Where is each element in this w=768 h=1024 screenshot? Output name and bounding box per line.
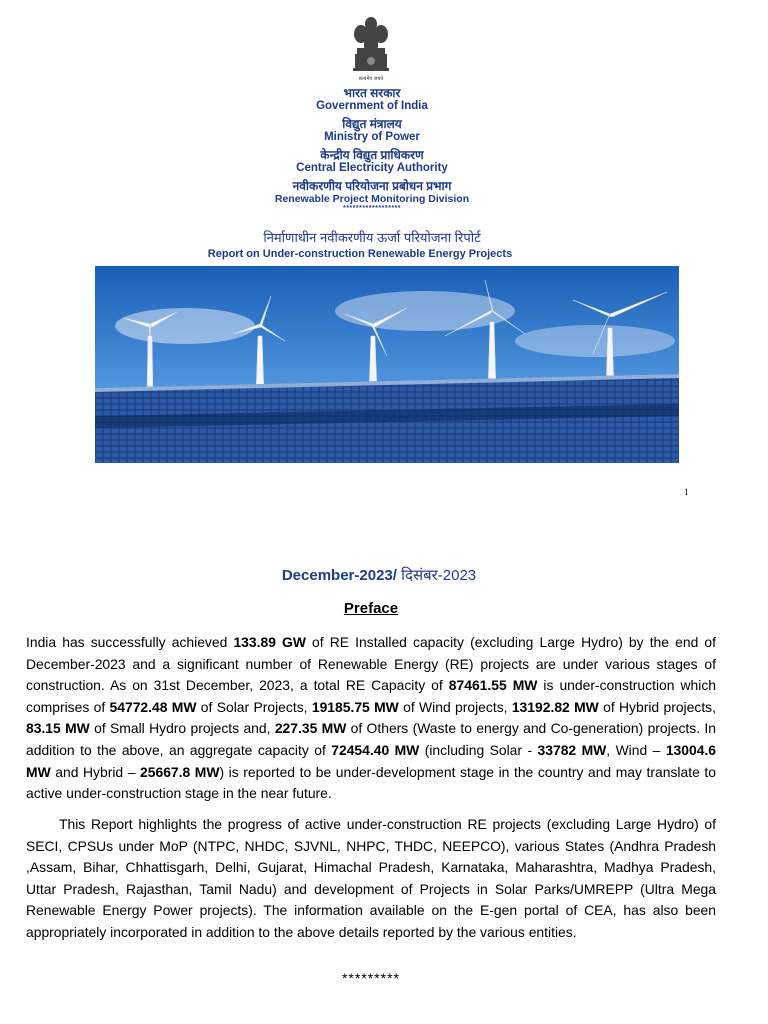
report-title-english: Report on Under-construction Renewable Energy Projects [207,248,513,260]
gov-english: Government of India [316,100,428,112]
separator-stars: ****************** [342,205,402,212]
preface-paragraph-1: India has successfully achieved 133.89 GW of RE Installed capacity (excluding Large Hydro) by the end of December-2023 and a significant number of Renewable Energy (RE) projects are under various stages of construction. As on 31st December, 2023, a total RE Capacity of 87461.55 MW is under-construction which comprises of 54772.48 MW of Solar Projects, 19185.75 MW of Wind projects, 13192.82 MW of Hybrid projects, 83.15 MW of Small Hydro projects and, 227.35 MW of Others (Waste to energy and Co-generation) projects. In addition to the above, an aggregate capacity of 72454.40 MW (including Solar - 33782 MW, Wind – 13004.6 MW and Hybrid – 25667.8 MW) is reported to be under-development stage in the country and may translate to active under-construction stage in the near future. [26,634,717,802]
report-title-hindi: निर्माणाधीन नवीकरणीय ऊर्जा परियोजना रिपोर्ट [263,230,481,245]
national-emblem-icon [347,14,395,84]
report-date [0,565,758,585]
ministry-hindi: विद्युत मंत्रालय [342,117,402,131]
cover-image-wind-solar [95,266,679,463]
authority-english: Central Electricity Authority [296,162,448,174]
emblem-motto: सत्यमेव जयते [358,76,384,82]
ministry-english: Ministry of Power [324,131,420,143]
preface-title: Preface [343,600,399,617]
preface-paragraph-2: This Report highlights the progress of active under-construction RE projects (excluding Large Hydro) of SECI, CPSUs under MoP (NTPC, NHDC, SJVNL, NHPC, THDC, NEEPCO), various States (Andhra Pradesh ,Assam, Bihar, Chhattisgarh, Delhi, Gujarat, Himachal Pradesh, Karnataka, Maharashtra, Madhya Pradesh, Uttar Pradesh, Rajasthan, Tamil Nadu) and development of Projects in Solar Parks/UMREPP (Ultra Mega Renewable Energy Power projects). The information available on the E-gen portal of CEA, has also been appropriately incorporated in addition to the above details reported by the various entities. [26,816,716,940]
date-english: December-2023/ [281,567,397,584]
division-hindi: नवीकरणीय परियोजना प्रबोधन प्रभाग [292,179,452,193]
authority-hindi: केन्द्रीय विद्युत प्राधिकरण [320,148,424,162]
division-english: Renewable Project Monitoring Division [274,193,470,205]
end-marker: ********* [341,970,401,986]
date-hindi: दिसंबर-2023 [401,567,477,584]
gov-hindi: भारत सरकार [343,86,401,100]
page-number: 1 [684,487,689,497]
